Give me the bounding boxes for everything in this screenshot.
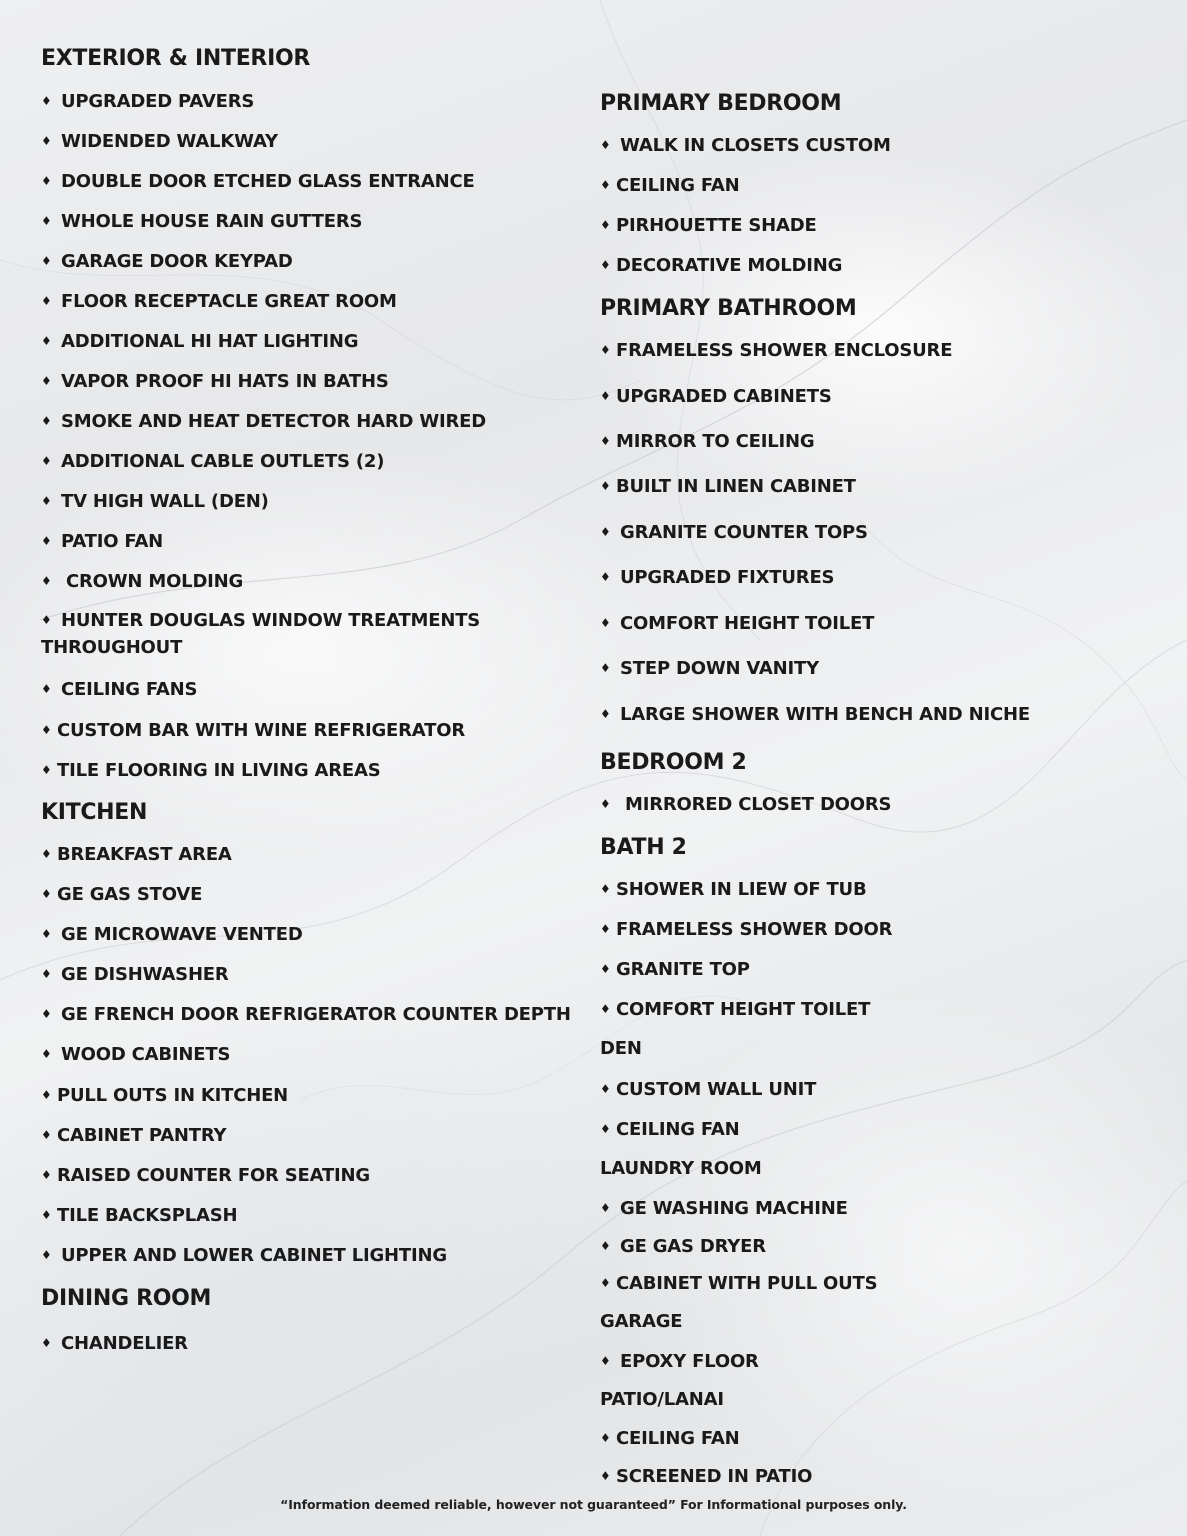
list-item: ♦ MIRRORED CLOSET DOORS xyxy=(600,794,892,815)
list-item: ♦ WIDENDED WALKWAY xyxy=(41,131,278,152)
list-item: ♦ CUSTOM WALL UNIT xyxy=(600,1079,817,1100)
diamond-bullet-icon: ♦ xyxy=(41,534,52,548)
diamond-bullet-icon: ♦ xyxy=(41,454,52,468)
diamond-bullet-icon: ♦ xyxy=(41,1088,52,1102)
list-item: ♦ GARAGE DOOR KEYPAD xyxy=(41,251,293,272)
list-item: ♦ PIRHOUETTE SHADE xyxy=(600,215,817,236)
diamond-bullet-icon: ♦ xyxy=(41,254,52,268)
diamond-bullet-icon: ♦ xyxy=(41,294,52,308)
list-item: ♦ GE WASHING MACHINE xyxy=(600,1198,848,1219)
disclaimer-footer: “Information deemed reliable, however not guaranteed” For Informational purposes only. xyxy=(280,1497,907,1512)
list-item: ♦ CEILING FAN xyxy=(600,1119,740,1140)
diamond-bullet-icon: ♦ xyxy=(41,94,52,108)
diamond-bullet-icon: ♦ xyxy=(41,414,52,428)
diamond-bullet-icon: ♦ xyxy=(41,214,52,228)
diamond-bullet-icon: ♦ xyxy=(600,389,611,403)
list-item: ♦ UPGRADED FIXTURES xyxy=(600,567,835,588)
diamond-bullet-icon: ♦ xyxy=(600,1276,611,1290)
list-item: ♦ CEILING FAN xyxy=(600,175,740,196)
list-item: ♦ CABINET PANTRY xyxy=(41,1125,227,1146)
diamond-bullet-icon: ♦ xyxy=(41,334,52,348)
list-item: ♦ GRANITE TOP xyxy=(600,959,750,980)
list-item: ♦ GE GAS DRYER xyxy=(600,1236,766,1257)
list-item: ♦ CEILING FANS xyxy=(41,679,198,700)
list-item: ♦ GRANITE COUNTER TOPS xyxy=(600,522,868,543)
list-item: ♦ SMOKE AND HEAT DETECTOR HARD WIRED xyxy=(41,411,486,432)
list-item: ♦ WOOD CABINETS xyxy=(41,1044,231,1065)
diamond-bullet-icon: ♦ xyxy=(41,1208,52,1222)
section-heading-patio-lanai: PATIO/LANAI xyxy=(600,1389,724,1410)
section-heading-garage: GARAGE xyxy=(600,1311,683,1332)
diamond-bullet-icon: ♦ xyxy=(600,1002,611,1016)
diamond-bullet-icon: ♦ xyxy=(600,1201,611,1215)
list-item: ♦ COMFORT HEIGHT TOILET xyxy=(600,999,871,1020)
diamond-bullet-icon: ♦ xyxy=(41,1248,52,1262)
diamond-bullet-icon: ♦ xyxy=(600,138,611,152)
diamond-bullet-icon: ♦ xyxy=(600,922,611,936)
list-item: ♦ FLOOR RECEPTACLE GREAT ROOM xyxy=(41,291,397,312)
diamond-bullet-icon: ♦ xyxy=(41,967,52,981)
list-item: ♦ GE MICROWAVE VENTED xyxy=(41,924,303,945)
section-heading-dining-room: DINING ROOM xyxy=(41,1286,212,1311)
list-item: ♦ GE GAS STOVE xyxy=(41,884,203,905)
list-item: ♦ PULL OUTS IN KITCHEN xyxy=(41,1085,289,1106)
list-item: ♦ ADDITIONAL CABLE OUTLETS (2) xyxy=(41,451,385,472)
list-item: ♦ TILE FLOORING IN LIVING AREAS xyxy=(41,760,381,781)
list-item: ♦ WALK IN CLOSETS CUSTOM xyxy=(600,135,891,156)
diamond-bullet-icon: ♦ xyxy=(600,178,611,192)
section-heading-laundry-room: LAUNDRY ROOM xyxy=(600,1158,762,1179)
diamond-bullet-icon: ♦ xyxy=(600,797,611,811)
list-item: ♦ RAISED COUNTER FOR SEATING xyxy=(41,1165,370,1186)
section-heading-bedroom-2: BEDROOM 2 xyxy=(600,750,747,775)
diamond-bullet-icon: ♦ xyxy=(600,570,611,584)
diamond-bullet-icon: ♦ xyxy=(600,343,611,357)
list-item: ♦ STEP DOWN VANITY xyxy=(600,658,819,679)
list-item: ♦ VAPOR PROOF HI HATS IN BATHS xyxy=(41,371,389,392)
diamond-bullet-icon: ♦ xyxy=(600,1239,611,1253)
diamond-bullet-icon: ♦ xyxy=(600,1082,611,1096)
diamond-bullet-icon: ♦ xyxy=(600,962,611,976)
list-item: ♦ TV HIGH WALL (DEN) xyxy=(41,491,269,512)
list-item: ♦ CEILING FAN xyxy=(600,1428,740,1449)
list-item: ♦ COMFORT HEIGHT TOILET xyxy=(600,613,875,634)
diamond-bullet-icon: ♦ xyxy=(41,1128,52,1142)
diamond-bullet-icon: ♦ xyxy=(600,1431,611,1445)
diamond-bullet-icon: ♦ xyxy=(41,1047,52,1061)
list-item: ♦ DECORATIVE MOLDING xyxy=(600,255,843,276)
diamond-bullet-icon: ♦ xyxy=(600,434,611,448)
diamond-bullet-icon: ♦ xyxy=(41,374,52,388)
diamond-bullet-icon: ♦ xyxy=(41,723,52,737)
diamond-bullet-icon: ♦ xyxy=(600,707,611,721)
diamond-bullet-icon: ♦ xyxy=(600,616,611,630)
diamond-bullet-icon: ♦ xyxy=(600,882,611,896)
list-item: ♦ SCREENED IN PATIO xyxy=(600,1466,813,1487)
diamond-bullet-icon: ♦ xyxy=(600,218,611,232)
diamond-bullet-icon: ♦ xyxy=(41,763,52,777)
diamond-bullet-icon: ♦ xyxy=(600,1122,611,1136)
diamond-bullet-icon: ♦ xyxy=(41,134,52,148)
diamond-bullet-icon: ♦ xyxy=(41,887,52,901)
section-heading-den: DEN xyxy=(600,1038,642,1059)
list-item: ♦ PATIO FAN xyxy=(41,531,164,552)
list-item: ♦ SHOWER IN LIEW OF TUB xyxy=(600,879,867,900)
list-item: ♦ CROWN MOLDING xyxy=(41,571,244,592)
section-heading-bath-2: BATH 2 xyxy=(600,835,687,860)
list-item: ♦ HUNTER DOUGLAS WINDOW TREATMENTS THROUGHOUT xyxy=(41,607,511,661)
list-item: ♦ BREAKFAST AREA xyxy=(41,844,232,865)
list-item: ♦ GE DISHWASHER xyxy=(41,964,229,985)
diamond-bullet-icon: ♦ xyxy=(600,525,611,539)
section-heading-primary-bathroom: PRIMARY BATHROOM xyxy=(600,296,857,321)
diamond-bullet-icon: ♦ xyxy=(41,494,52,508)
diamond-bullet-icon: ♦ xyxy=(41,1336,52,1350)
section-heading-kitchen: KITCHEN xyxy=(41,800,148,825)
list-item: ♦ DOUBLE DOOR ETCHED GLASS ENTRANCE xyxy=(41,171,475,192)
list-item: ♦ TILE BACKSPLASH xyxy=(41,1205,238,1226)
list-item: ♦ WHOLE HOUSE RAIN GUTTERS xyxy=(41,211,363,232)
list-item: ♦ BUILT IN LINEN CABINET xyxy=(600,476,856,497)
list-item: ♦ LARGE SHOWER WITH BENCH AND NICHE xyxy=(600,704,1030,725)
diamond-bullet-icon: ♦ xyxy=(600,258,611,272)
diamond-bullet-icon: ♦ xyxy=(41,1168,52,1182)
diamond-bullet-icon: ♦ xyxy=(600,661,611,675)
section-heading-exterior-interior: EXTERIOR & INTERIOR xyxy=(41,46,310,71)
list-item: ♦ FRAMELESS SHOWER DOOR xyxy=(600,919,893,940)
list-item: ♦ GE FRENCH DOOR REFRIGERATOR COUNTER DEPTH xyxy=(41,1004,571,1025)
diamond-bullet-icon: ♦ xyxy=(41,574,52,588)
list-item: ♦ FRAMELESS SHOWER ENCLOSURE xyxy=(600,340,953,361)
list-item: ♦ CHANDELIER xyxy=(41,1333,188,1354)
list-item: ♦ UPPER AND LOWER CABINET LIGHTING xyxy=(41,1245,447,1266)
list-item: ♦ CABINET WITH PULL OUTS xyxy=(600,1273,878,1294)
diamond-bullet-icon: ♦ xyxy=(41,174,52,188)
list-item: ♦ UPGRADED PAVERS xyxy=(41,91,255,112)
diamond-bullet-icon: ♦ xyxy=(41,613,52,627)
list-item: ♦ EPOXY FLOOR xyxy=(600,1351,759,1372)
diamond-bullet-icon: ♦ xyxy=(41,847,52,861)
diamond-bullet-icon: ♦ xyxy=(600,1354,611,1368)
diamond-bullet-icon: ♦ xyxy=(600,479,611,493)
list-item: ♦ MIRROR TO CEILING xyxy=(600,431,815,452)
diamond-bullet-icon: ♦ xyxy=(41,927,52,941)
list-item: ♦ ADDITIONAL HI HAT LIGHTING xyxy=(41,331,359,352)
diamond-bullet-icon: ♦ xyxy=(600,1469,611,1483)
diamond-bullet-icon: ♦ xyxy=(41,1007,52,1021)
list-item: ♦ UPGRADED CABINETS xyxy=(600,386,832,407)
list-item: ♦ CUSTOM BAR WITH WINE REFRIGERATOR xyxy=(41,720,465,741)
diamond-bullet-icon: ♦ xyxy=(41,682,52,696)
section-heading-primary-bedroom: PRIMARY BEDROOM xyxy=(600,91,842,116)
